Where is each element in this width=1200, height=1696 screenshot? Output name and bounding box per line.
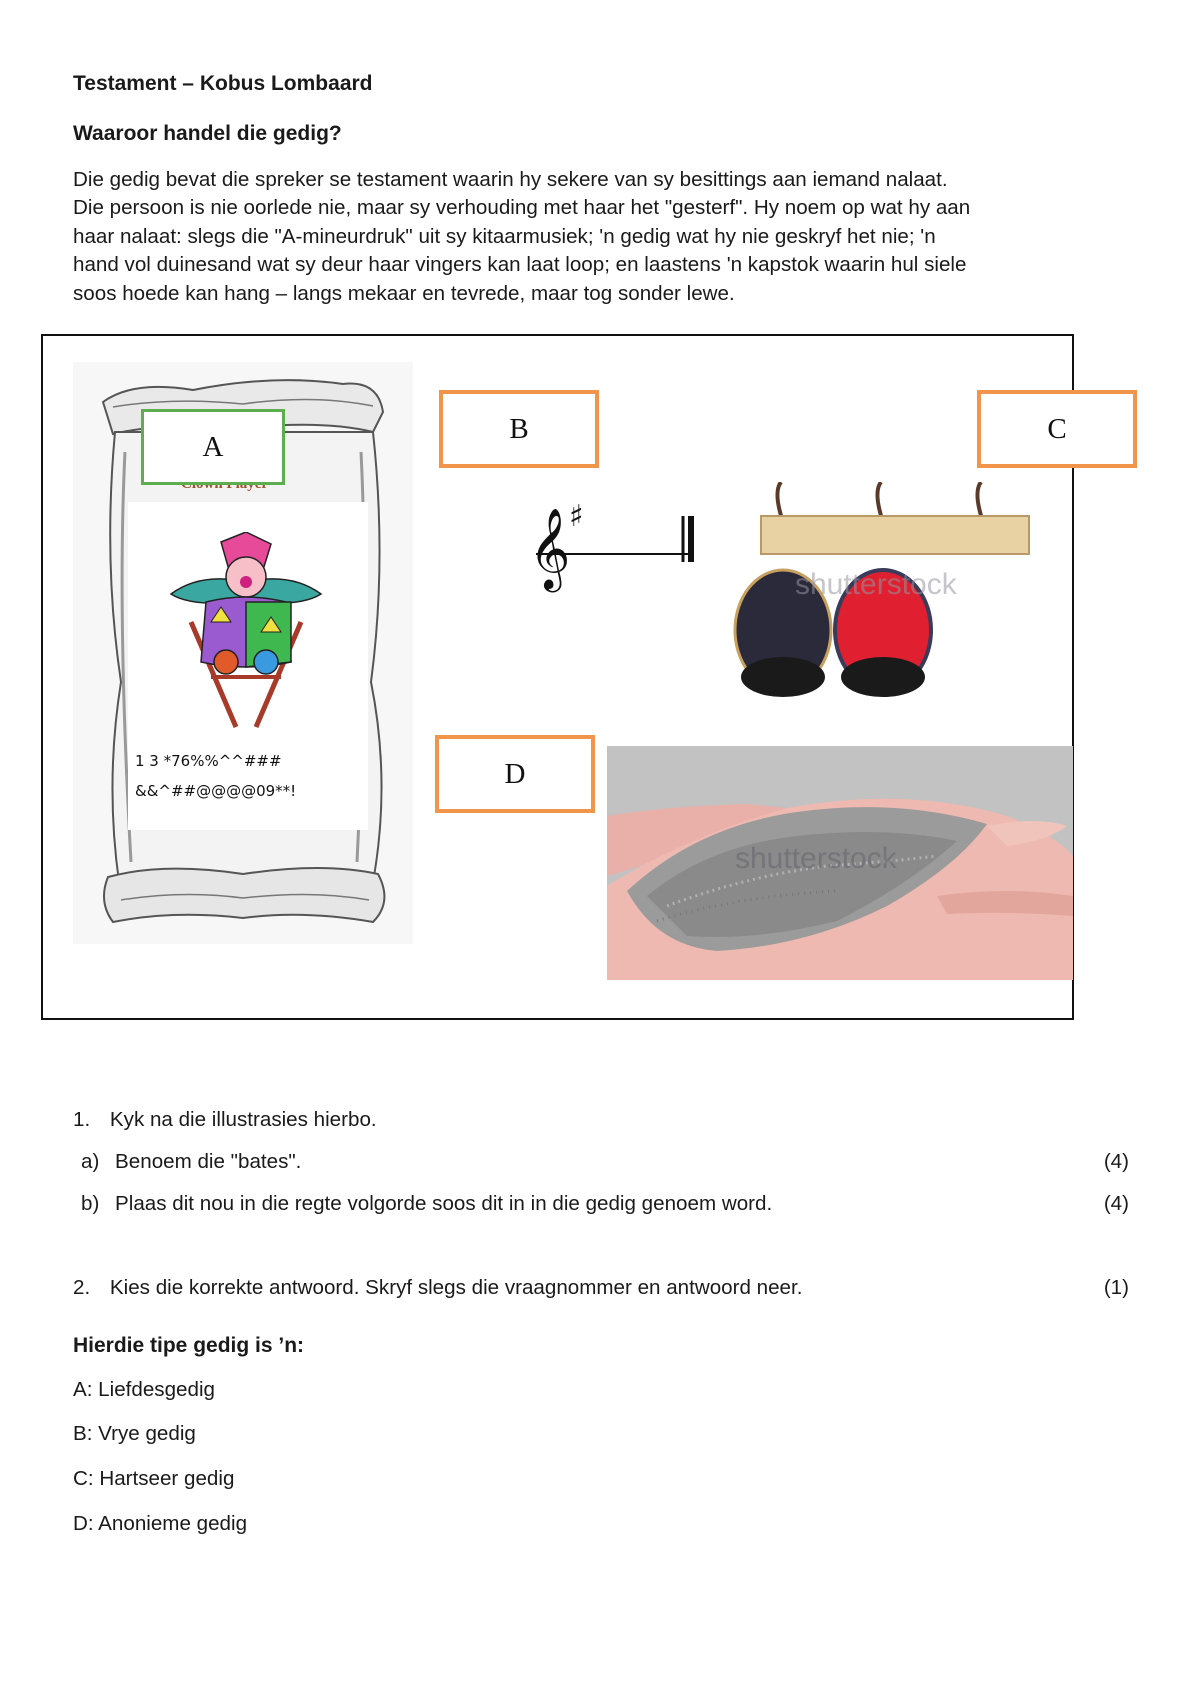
- option-d: D: Anonieme gedig: [73, 1512, 248, 1535]
- summary-line: soos hoede kan hang – langs mekaar en tevrede, maar tog sonder lewe.: [73, 281, 735, 305]
- marks: (1): [1103, 1276, 1129, 1299]
- treble-clef-staff-icon: [511, 494, 701, 594]
- option-a: A: Liefdesgedig: [73, 1378, 215, 1401]
- option-c: C: Hartseer gedig: [73, 1467, 235, 1490]
- option-b: B: Vrye gedig: [73, 1422, 196, 1445]
- svg-text:𝄞: 𝄞: [529, 507, 571, 589]
- marks: (4): [1103, 1150, 1129, 1173]
- label-c: C: [977, 390, 1137, 468]
- question-1: [73, 1108, 1129, 1132]
- document-title: Testament – Kobus Lombaard: [73, 72, 373, 95]
- summary-line: Die persoon is nie oorlede nie, maar sy verhouding met haar het "gesterf". Hy noem op wat hy aan: [73, 196, 971, 220]
- scroll-scribble-2: &&^##@@@@09**!: [135, 782, 297, 800]
- question-number: b): [81, 1192, 100, 1215]
- question-number: 2.: [73, 1276, 91, 1299]
- label-b: B: [439, 390, 599, 468]
- question-text: Plaas dit nou in die regte volgorde soos dit in in die gedig genoem word.: [115, 1192, 773, 1215]
- question-number: a): [81, 1150, 100, 1173]
- illustration-frame: [41, 334, 1074, 1020]
- question-1a: [73, 1150, 1129, 1174]
- question-text: Benoem die "bates".: [115, 1150, 302, 1173]
- hooks-watermark: shutterstock: [795, 568, 957, 601]
- choice-heading: Hierdie tipe gedig is ’n:: [73, 1334, 305, 1357]
- marks: (4): [1103, 1192, 1129, 1215]
- poem-summary: [73, 166, 1133, 308]
- section-heading: Waaroor handel die gedig?: [73, 122, 342, 145]
- sand-watermark: shutterstock: [735, 842, 897, 875]
- summary-line: haar nalaat: slegs die "A-mineurdruk" uit sy kitaarmusiek; 'n gedig wat hy nie geskryf het nie; 'n: [73, 224, 936, 248]
- question-2: [73, 1276, 1129, 1300]
- clown-icon: [151, 532, 341, 732]
- question-number: 1.: [73, 1108, 91, 1131]
- question-1b: [73, 1192, 1129, 1216]
- question-text: Kyk na die illustrasies hierbo.: [109, 1108, 377, 1131]
- sand-photo: [607, 746, 1073, 980]
- label-d: D: [435, 735, 595, 813]
- summary-line: Die gedig bevat die spreker se testament waarin hy sekere van sy besittings aan iemand nalaat.: [73, 168, 948, 191]
- svg-text:♯: ♯: [569, 499, 584, 534]
- label-a: A: [141, 409, 285, 485]
- question-text: Kies die korrekte antwoord. Skryf slegs die vraagnommer en antwoord neer.: [109, 1276, 803, 1299]
- scroll-scribble-1: 1 3 *76%%^^###: [135, 752, 282, 770]
- summary-line: hand vol duinesand wat sy deur haar vingers kan laat loop; en laastens 'n kapstok waarin hul siele: [73, 253, 967, 277]
